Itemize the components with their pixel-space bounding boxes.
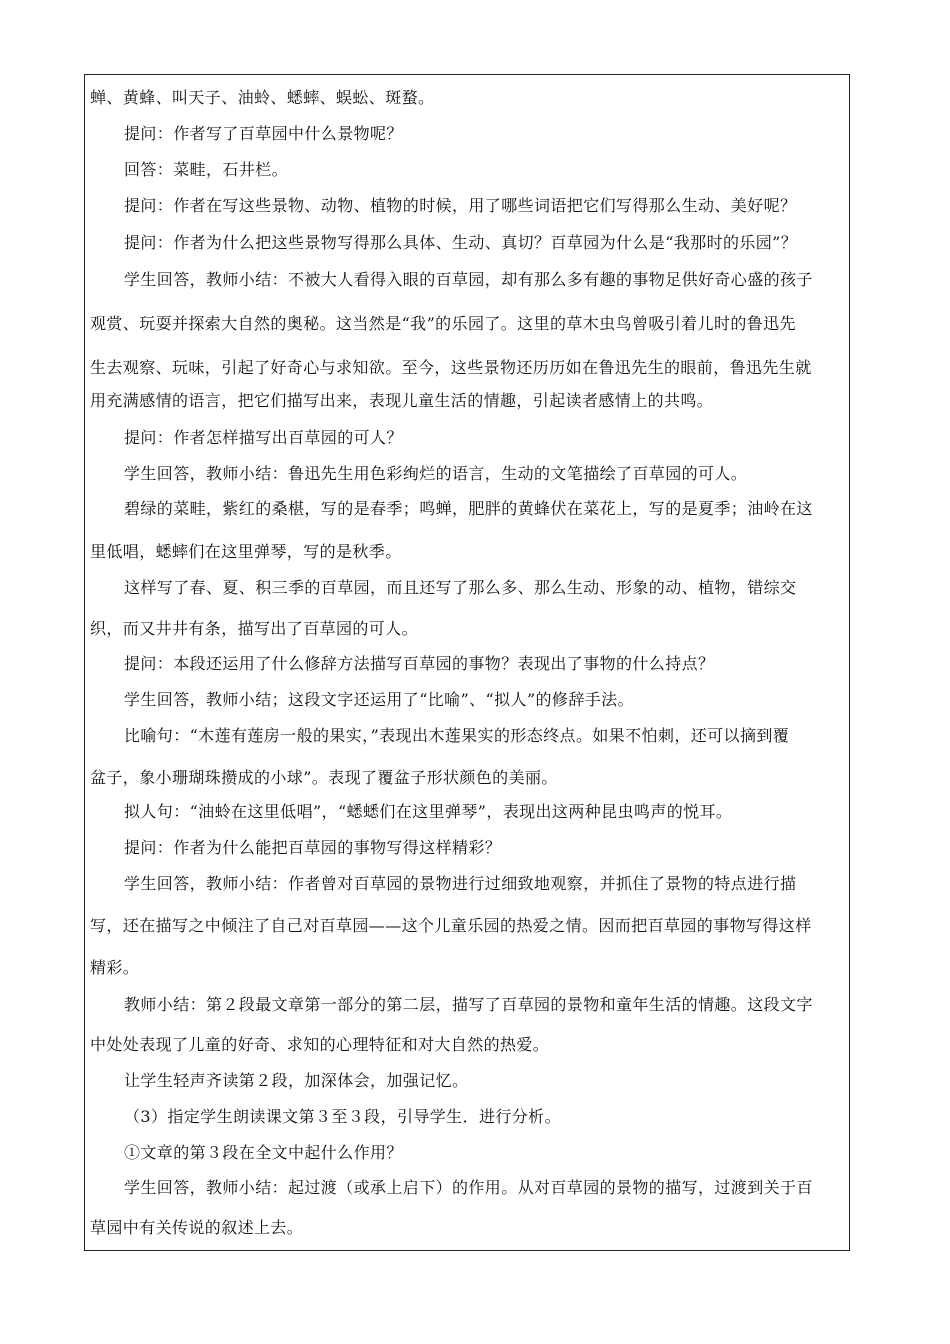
text-line: 学生回答，教师小结：起过渡（或承上启下）的作用。从对百草园的景物的描写，过渡到关于百 [124,1178,813,1197]
text-line: 生去观察、玩味，引起了好奇心与求知欲。至今，这些景物还历历如在鲁迅先生的眼前，鲁迅先生就 [90,358,812,377]
text-line: 用充满感情的语言，把它们描写出来，表现儿童生活的情趣，引起读者感情上的共鸣。 [90,391,714,410]
text-line: 学生回答，教师小结：作者曾对百草园的景物进行过细致地观察，并抓住了景物的特点进行描 [124,874,797,893]
text-line: 提问：作者为什么能把百草园的事物写得这样精彩？ [124,838,502,857]
text-line: （3）指定学生朗读课文第３至３段，引导学生．进行分析。 [124,1107,561,1126]
text-line: 写，还在描写之中倾注了自己对百草园——这个儿童乐园的热爱之情。因而把百草园的事物写得这样 [90,916,812,935]
text-line: 提问：作者写了百草园中什么景物呢？ [124,124,403,143]
text-line: 蝉、黄蜂、叫天子、油蛉、蟋蟀、蜈蚣、斑蝥。 [90,88,435,107]
text-line: 学生回答，教师小结：不被大人看得入眼的百草园，却有那么多有趣的事物足供好奇心盛的孩子 [124,270,813,289]
text-line: 观赏、玩耍并探索大自然的奥秘。这当然是“我”的乐园了。这里的草木虫鸟曾吸引着儿时的鲁迅先 [90,314,796,333]
text-line: 织，而又井井有条，描写出了百草园的可人。 [90,619,419,638]
text-line: 里低唱，蟋蟀们在这里弹琴，写的是秋季。 [90,542,402,561]
text-line: 拟人句：“油蛉在这里低唱”，“蟋蟋们在这里弹琴”，表现出这两种昆虫鸣声的悦耳。 [124,802,733,821]
text-line: 学生回答，教师小结；这段文字还运用了“比喻”、“拟人”的修辞手法。 [124,690,634,709]
text-line: 提问：作者为什么把这些景物写得那么具体、生动、真切？百草园为什么是“我那时的乐园”？ [124,233,798,252]
text-line: 教师小结：第２段最文章第一部分的第二层，描写了百草园的景物和童年生活的情趣。这段文字 [124,995,813,1014]
text-line: 提问：作者在写这些景物、动物、植物的时候，用了哪些词语把它们写得那么生动、美好呢？ [124,196,797,215]
text-line: 这样写了春、夏、积三季的百草园，而且还写了那么多、那么生动、形象的动、植物，错综交 [124,578,797,597]
text-line: 盆子，象小珊瑚珠攒成的小球”。表现了覆盆子形状颜色的美丽。 [90,768,558,787]
text-line: 提问：作者怎样描写出百草园的可人？ [124,428,403,447]
text-line: ①文章的第３段在全文中起什么作用？ [124,1143,403,1162]
text-line: 精彩。 [90,958,140,977]
text-line: 碧绿的菜畦，紫红的桑椹，写的是春季；鸣蝉，肥胖的黄蜂伏在菜花上，写的是夏季；油岭在这 [124,499,813,518]
text-line: 中处处表现了儿童的好奇、求知的心理特征和对大自然的热爱。 [90,1035,550,1054]
text-line: 比喻句：“木莲有莲房一般的果实，”表现出木莲果实的形态终点。如果不怕刺，还可以摘到覆 [124,726,790,745]
text-line: 草园中有关传说的叙述上去。 [90,1218,304,1237]
text-line: 学生回答，教师小结：鲁迅先生用色彩绚烂的语言，生动的文笔描绘了百草园的可人。 [124,464,748,483]
text-line: 提问：本段还运用了什么修辞方法描写百草园的事物？表现出了事物的什么持点？ [124,654,715,673]
text-line: 让学生轻声齐读第２段，加深体会，加强记忆。 [124,1071,469,1090]
text-line: 回答：菜畦，石井栏。 [124,160,289,179]
